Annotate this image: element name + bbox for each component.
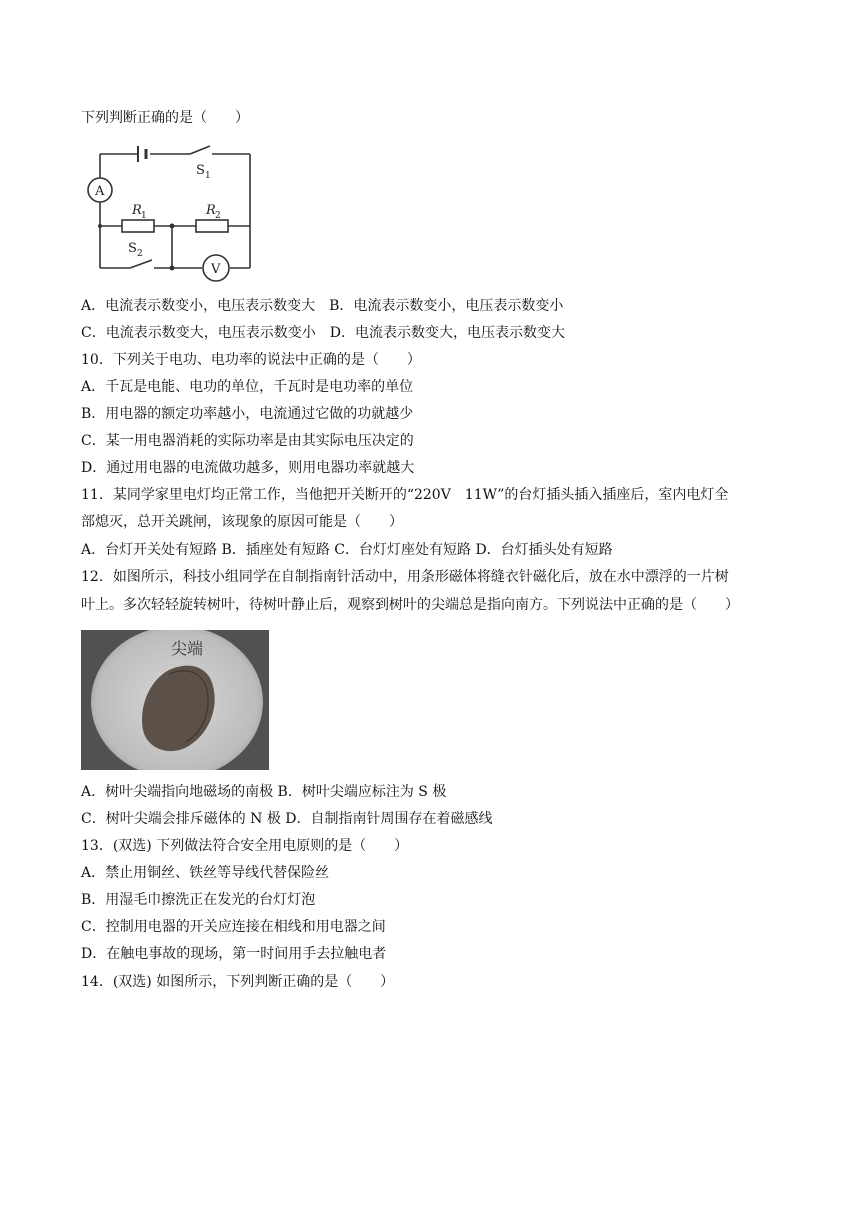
q13-option-b: B．用湿毛巾擦洗正在发光的台灯灯泡 xyxy=(81,892,316,908)
q10-stem: 10．下列关于电功、电功率的说法中正确的是（ ） xyxy=(81,352,421,368)
circuit-diagram xyxy=(80,138,260,286)
q11-options: A．台灯开关处有短路 B．插座处有短路 C．台灯灯座处有短路 D．台灯插头处有短路 xyxy=(81,542,613,558)
q13-option-c: C．控制用电器的开关应连接在相线和用电器之间 xyxy=(81,919,386,935)
svg-text:2: 2 xyxy=(215,211,221,221)
q10-option-b: B．用电器的额定功率越小，电流通过它做的功就越少 xyxy=(81,406,414,422)
q9-option-a: A．电流表示数变小，电压表示数变大 xyxy=(81,298,316,314)
q10-option-c: C．某一用电器消耗的实际功率是由其实际电压决定的 xyxy=(81,433,414,449)
q11-stem-line2: 部熄灭，总开关跳闸，该现象的原因可能是（ ） xyxy=(81,514,403,530)
q9-options-row2 xyxy=(81,323,565,343)
voltmeter-label: V xyxy=(211,262,221,277)
q9-option-b: B．电流表示数变小，电压表示数变小 xyxy=(329,298,564,314)
q12-options-line2: C．树叶尖端会排斥磁体的 N 极 D．自制指南针周围存在着磁感线 xyxy=(81,811,493,827)
q11-stem-line1: 11．某同学家里电灯均正常工作，当他把开关断开的“220V 11W”的台灯插头插入插座后，室内电灯全 xyxy=(81,487,729,503)
q9-option-d: D．电流表示数变大，电压表示数变大 xyxy=(329,325,565,341)
q9-options-row1 xyxy=(81,296,563,316)
r1-label: R xyxy=(132,203,142,218)
leaf-compass-photo xyxy=(81,630,269,770)
s1-label: S xyxy=(196,163,205,178)
q13-stem: 13．(双选) 下列做法符合安全用电原则的是（ ） xyxy=(81,838,409,854)
r2-label: R xyxy=(206,203,216,218)
q9-stem: 下列判断正确的是（ ） xyxy=(81,110,249,126)
q10-option-d: D．通过用电器的电流做功越多，则用电器功率就越大 xyxy=(81,460,415,476)
svg-text:2: 2 xyxy=(137,249,143,259)
q9-option-c: C．电流表示数变大，电压表示数变小 xyxy=(81,325,316,341)
photo-label: 尖端 xyxy=(171,639,204,658)
q12-stem-line1: 12．如图所示，科技小组同学在自制指南针活动中，用条形磁体将缝衣针磁化后，放在水中漂浮的一片树 xyxy=(81,569,729,585)
q12-stem-line2: 叶上。多次轻轻旋转树叶，待树叶静止后，观察到树叶的尖端总是指向南方。下列说法中正确的是（ ） xyxy=(81,597,739,613)
s2-label: S xyxy=(128,241,137,256)
q10-option-a: A．千瓦是电能、电功的单位，千瓦时是电功率的单位 xyxy=(81,379,414,395)
q14-stem: 14．(双选) 如图所示，下列判断正确的是（ ） xyxy=(81,974,395,990)
svg-text:1: 1 xyxy=(141,211,147,221)
q13-option-d: D．在触电事故的现场，第一时间用手去拉触电者 xyxy=(81,946,387,962)
q12-options-line1: A．树叶尖端指向地磁场的南极 B．树叶尖端应标注为 S 极 xyxy=(81,784,447,800)
svg-text:1: 1 xyxy=(205,171,211,181)
q13-option-a: A．禁止用铜丝、铁丝等导线代替保险丝 xyxy=(81,865,330,881)
ammeter-label: A xyxy=(95,184,105,199)
